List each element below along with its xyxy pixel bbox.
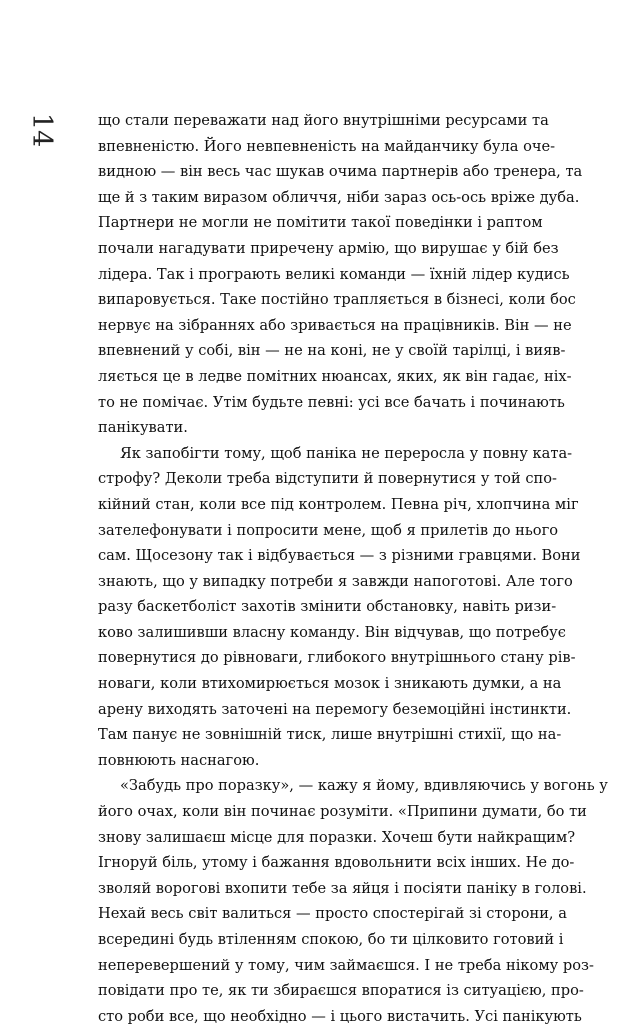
page-number: 14 xyxy=(26,112,57,148)
text-line: почали нагадувати приречену армію, що вирушає у бій без xyxy=(98,239,559,257)
text-line: разу баскетболіст захотів змінити обстановку, навіть ризи- xyxy=(98,598,557,616)
text-line: лідера. Так і програють великі команди — їхній лідер кудись xyxy=(98,265,570,283)
text-line: Ігноруй біль, утому і бажання вдовольнити всіх інших. Не до- xyxy=(98,854,575,872)
text-line: то не помічає. Утім будьте певні: усі все бачать і починають xyxy=(98,393,565,411)
text-line: Партнери не могли не помітити такої поведінки і раптом xyxy=(98,214,543,232)
text-line: знову залишаєш місце для поразки. Хочеш бути найкращим? xyxy=(98,828,576,846)
body-text xyxy=(98,108,608,1029)
text-line: Нехай весь світ валиться — просто спостерігай зі сторони, а xyxy=(98,905,567,923)
text-line: неперевершений у тому, чим займаєшся. І не треба нікому роз- xyxy=(98,956,594,974)
text-line: впевненістю. Його невпевненість на майданчику була оче- xyxy=(98,137,556,155)
text-line: зателефонувати і попросити мене, щоб я прилетів до нього xyxy=(98,521,559,539)
text-line: повідати про те, як ти збираєшся впоратися із ситуацією, про- xyxy=(98,982,584,1000)
text-line: повнюють наснагою. xyxy=(98,751,260,769)
text-line: всередині будь втіленням спокою, бо ти цілковито готовий і xyxy=(98,931,564,948)
text-line: повернутися до рівноваги, глибокого внутрішнього стану рів- xyxy=(98,649,576,667)
text-line: кійний стан, коли все під контролем. Певна річ, хлопчина міг xyxy=(98,495,579,513)
text-line: ляється це в ледве помітних нюансах, яких, як він гадає, ніх- xyxy=(98,367,572,385)
text-line: строфу? Деколи треба відступити й повернутися у той спо- xyxy=(98,470,557,488)
text-line: його очах, коли він починає розуміти. «Припини думати, бо ти xyxy=(98,803,587,821)
text-line: що стали переважати над його внутрішніми ресурсами та xyxy=(98,112,549,129)
text-line: впевнений у собі, він — не на коні, не у своїй тарілці, і вияв- xyxy=(98,342,566,360)
text-line: арену виходять заточені на перемогу беземоційні інстинкти. xyxy=(98,700,572,718)
text-line: зволяй ворогові вхопити тебе за яйця і посіяти паніку в голові. xyxy=(98,879,587,897)
text-line: сто роби все, що необхідно — і цього вистачить. Усі панікують xyxy=(98,1007,582,1025)
text-line: Як запобігти тому, щоб паніка не переросла у повну ката- xyxy=(120,444,573,462)
text-line: панікувати. xyxy=(98,419,188,437)
text-line: новаги, коли втихомирюється мозок і зникають думки, а на xyxy=(98,675,562,693)
text-line: видною — він весь час шукав очима партнерів або тренера, та xyxy=(98,163,583,181)
text-line: сам. Щосезону так і відбувається — з різними гравцями. Вони xyxy=(98,547,581,565)
text-line: випаровується. Таке постійно трапляється в бізнесі, коли бос xyxy=(98,291,576,309)
text-line: ще й з таким виразом обличчя, ніби зараз ось-ось вріже дуба. xyxy=(98,188,580,206)
text-line: ково залишивши власну команду. Він відчував, що потребує xyxy=(98,623,566,641)
text-line: Там панує не зовнішній тиск, лише внутрішні стихії, що на- xyxy=(98,726,562,744)
text-line: знають, що у випадку потреби я завжди напоготові. Але того xyxy=(98,572,573,590)
text-line: нервує на зібраннях або зривається на працівників. Він — не xyxy=(98,316,572,334)
text-line: «Забудь про поразку», — кажу я йому, вдивляючись у вогонь у xyxy=(120,777,608,795)
